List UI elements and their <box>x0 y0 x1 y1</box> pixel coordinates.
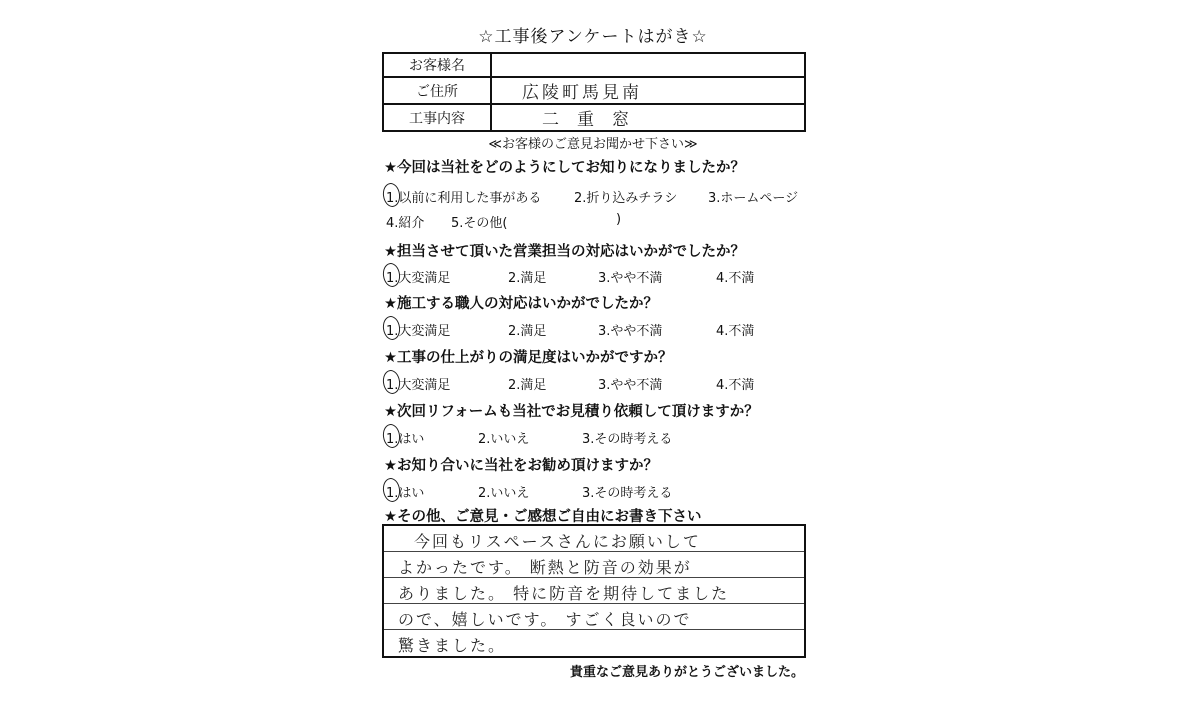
info-value-name <box>491 53 805 77</box>
option-1: 1.大変満足 <box>386 320 450 339</box>
info-row-work <box>383 104 805 131</box>
option-3: 3.やや不満 <box>598 271 663 286</box>
info-label: 工事内容 <box>383 104 491 131</box>
question-heading: ★工事の仕上がりの満足度はいかがですか？ <box>384 350 673 366</box>
comment-line: ので、嬉しいです。 すごく良いので <box>398 610 692 629</box>
option-5: 5.その他( <box>451 216 508 231</box>
option-3: 3.ホームページ <box>708 191 799 206</box>
card-title: ☆工事後アンケートはがき☆ <box>478 27 708 47</box>
option-1: 1.はい <box>386 428 424 447</box>
option-1: 1.大変満足 <box>386 267 450 286</box>
comment-box <box>382 524 806 658</box>
question-options <box>378 320 808 342</box>
option-1: 1.はい <box>386 482 424 501</box>
question-options <box>378 428 808 450</box>
comment-line: 驚きました。 <box>398 636 507 655</box>
question-options <box>378 482 808 504</box>
option-3: 3.その時考える <box>582 432 673 447</box>
option-5-close: ) <box>616 212 622 227</box>
info-label: ご住所 <box>383 77 491 104</box>
question-heading: ★施工する職人の対応はいかがでしたか？ <box>384 296 658 312</box>
info-row-address <box>383 77 805 104</box>
question-heading: ★次回リフォームも当社でお見積り依頼して頂けますか？ <box>384 404 759 420</box>
option-4: 4.紹介 <box>386 216 425 231</box>
info-value-address: 広陵町馬見南 <box>491 77 805 104</box>
option-4: 4.不満 <box>716 271 755 286</box>
question-options <box>378 267 808 289</box>
option-4: 4.不満 <box>716 324 755 339</box>
option-1: 1.大変満足 <box>386 374 450 393</box>
option-2: 2.いいえ <box>478 486 530 501</box>
customer-info-table <box>382 52 806 132</box>
option-3: 3.やや不満 <box>598 324 663 339</box>
question-options <box>378 374 808 396</box>
info-value-work: 二重窓 <box>491 104 805 131</box>
option-2: 2.満足 <box>508 378 547 393</box>
comment-line: ありました。 特に防音を期待してました <box>398 584 730 603</box>
question-options <box>378 212 808 234</box>
info-label: お客様名 <box>383 53 491 77</box>
section-subtitle: ≪お客様のご意見お聞かせ下さい≫ <box>488 137 698 152</box>
option-3: 3.その時考える <box>582 486 673 501</box>
option-4: 4.不満 <box>716 378 755 393</box>
option-2: 2.いいえ <box>478 432 530 447</box>
option-2: 2.折り込みチラシ <box>574 191 678 206</box>
thank-you-note: 貴重なご意見ありがとうございました。 <box>569 665 804 680</box>
option-3: 3.やや不満 <box>598 378 663 393</box>
question-options <box>378 187 808 209</box>
question-heading: ★お知り合いに当社をお勧め頂けますか？ <box>384 458 658 474</box>
question-heading: ★今回は当社をどのようにしてお知りになりましたか？ <box>384 160 745 176</box>
info-row-name <box>383 53 805 77</box>
comment-heading: ★その他、ご意見・ご感想ご自由にお書き下さい <box>384 509 702 525</box>
question-heading: ★担当させて頂いた営業担当の対応はいかがでしたか？ <box>384 244 745 260</box>
survey-postcard <box>378 0 808 702</box>
comment-line: 今回もリスペースさんにお願いして <box>414 532 701 551</box>
option-1: 1.以前に利用した事がある <box>386 187 541 206</box>
option-2: 2.満足 <box>508 324 547 339</box>
option-2: 2.満足 <box>508 271 547 286</box>
comment-line: よかったです。 断熱と防音の効果が <box>398 558 692 577</box>
